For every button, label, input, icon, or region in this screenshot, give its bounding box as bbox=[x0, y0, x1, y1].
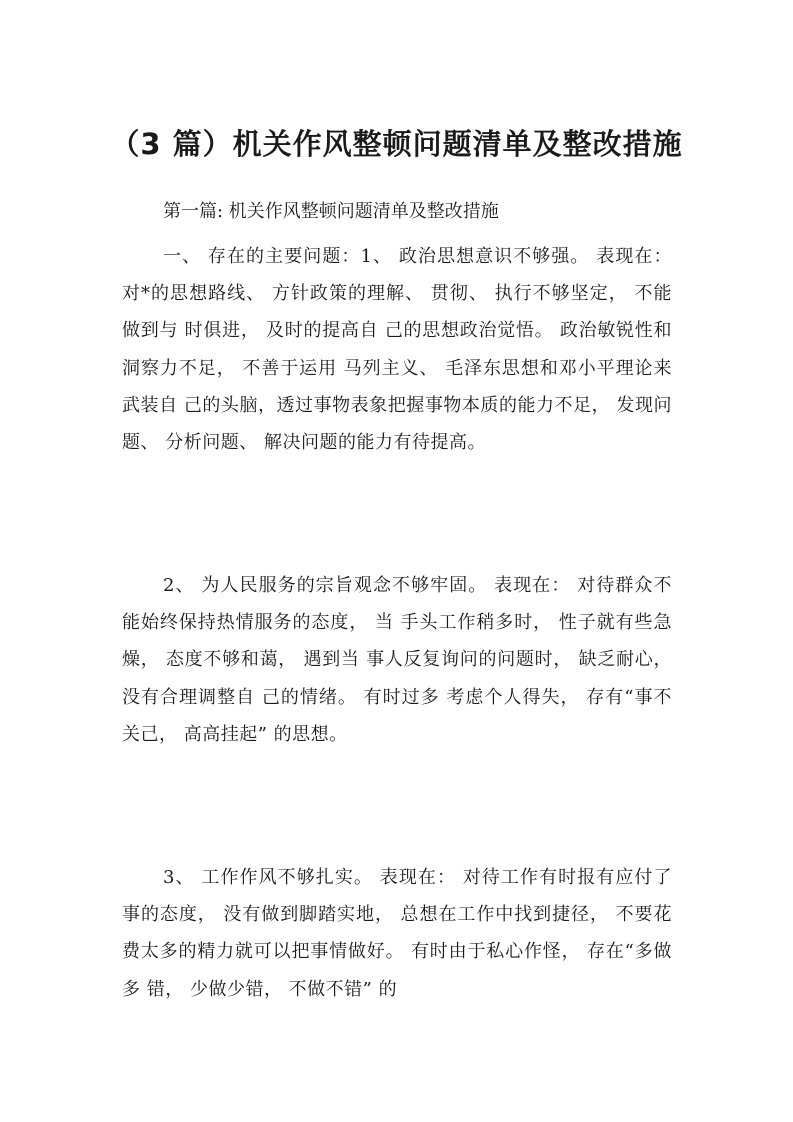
paragraph-problem-1: 一、 存在的主要问题：1、 政治思想意识不够强。 表现在： 对*的思想路线、 方针政策的理解、 贯彻、 执行不够坚定， 不能做到与 时俱进， 及时的提高自 己的思想政治觉悟。 政治敏锐性和洞察力不足， 不善于运用 马列主义、 毛泽东思想和邓小平理论来武装自 己的头脑，透过事物表象把握事物本质的能力不足， 发现问题、 分析问题、 解决问题的能力有待提高。 bbox=[122, 246, 672, 454]
paragraph-problem-3: 3、 工作作风不够扎实。 表现在： 对待工作有时报有应付了事的态度， 没有做到脚踏实地， 总想在工作中找到捷径， 不要花费太多的精力就可以把事情做好。 有时由于私心作怪， 存在“多做多 错， 少做少错， 不做不错” 的 bbox=[122, 867, 672, 1000]
paragraph-problem-2: 2、 为人民服务的宗旨观念不够牢固。 表现在： 对待群众不能始终保持热情服务的态度， 当 手头工作稍多时， 性子就有些急燥， 态度不够和蔼， 遇到当 事人反复询问的问题时， 缺乏耐心， 没有合理调整自 己的情绪。 有时过多 考虑个人得失， 存有“事不关己， 高高挂起” 的思想。 bbox=[122, 575, 672, 745]
document-title: （3 篇）机关作风整顿问题清单及整改措施 bbox=[110, 127, 683, 161]
section-heading: 第一篇: 机关作风整顿问题清单及整改措施 bbox=[163, 201, 499, 222]
